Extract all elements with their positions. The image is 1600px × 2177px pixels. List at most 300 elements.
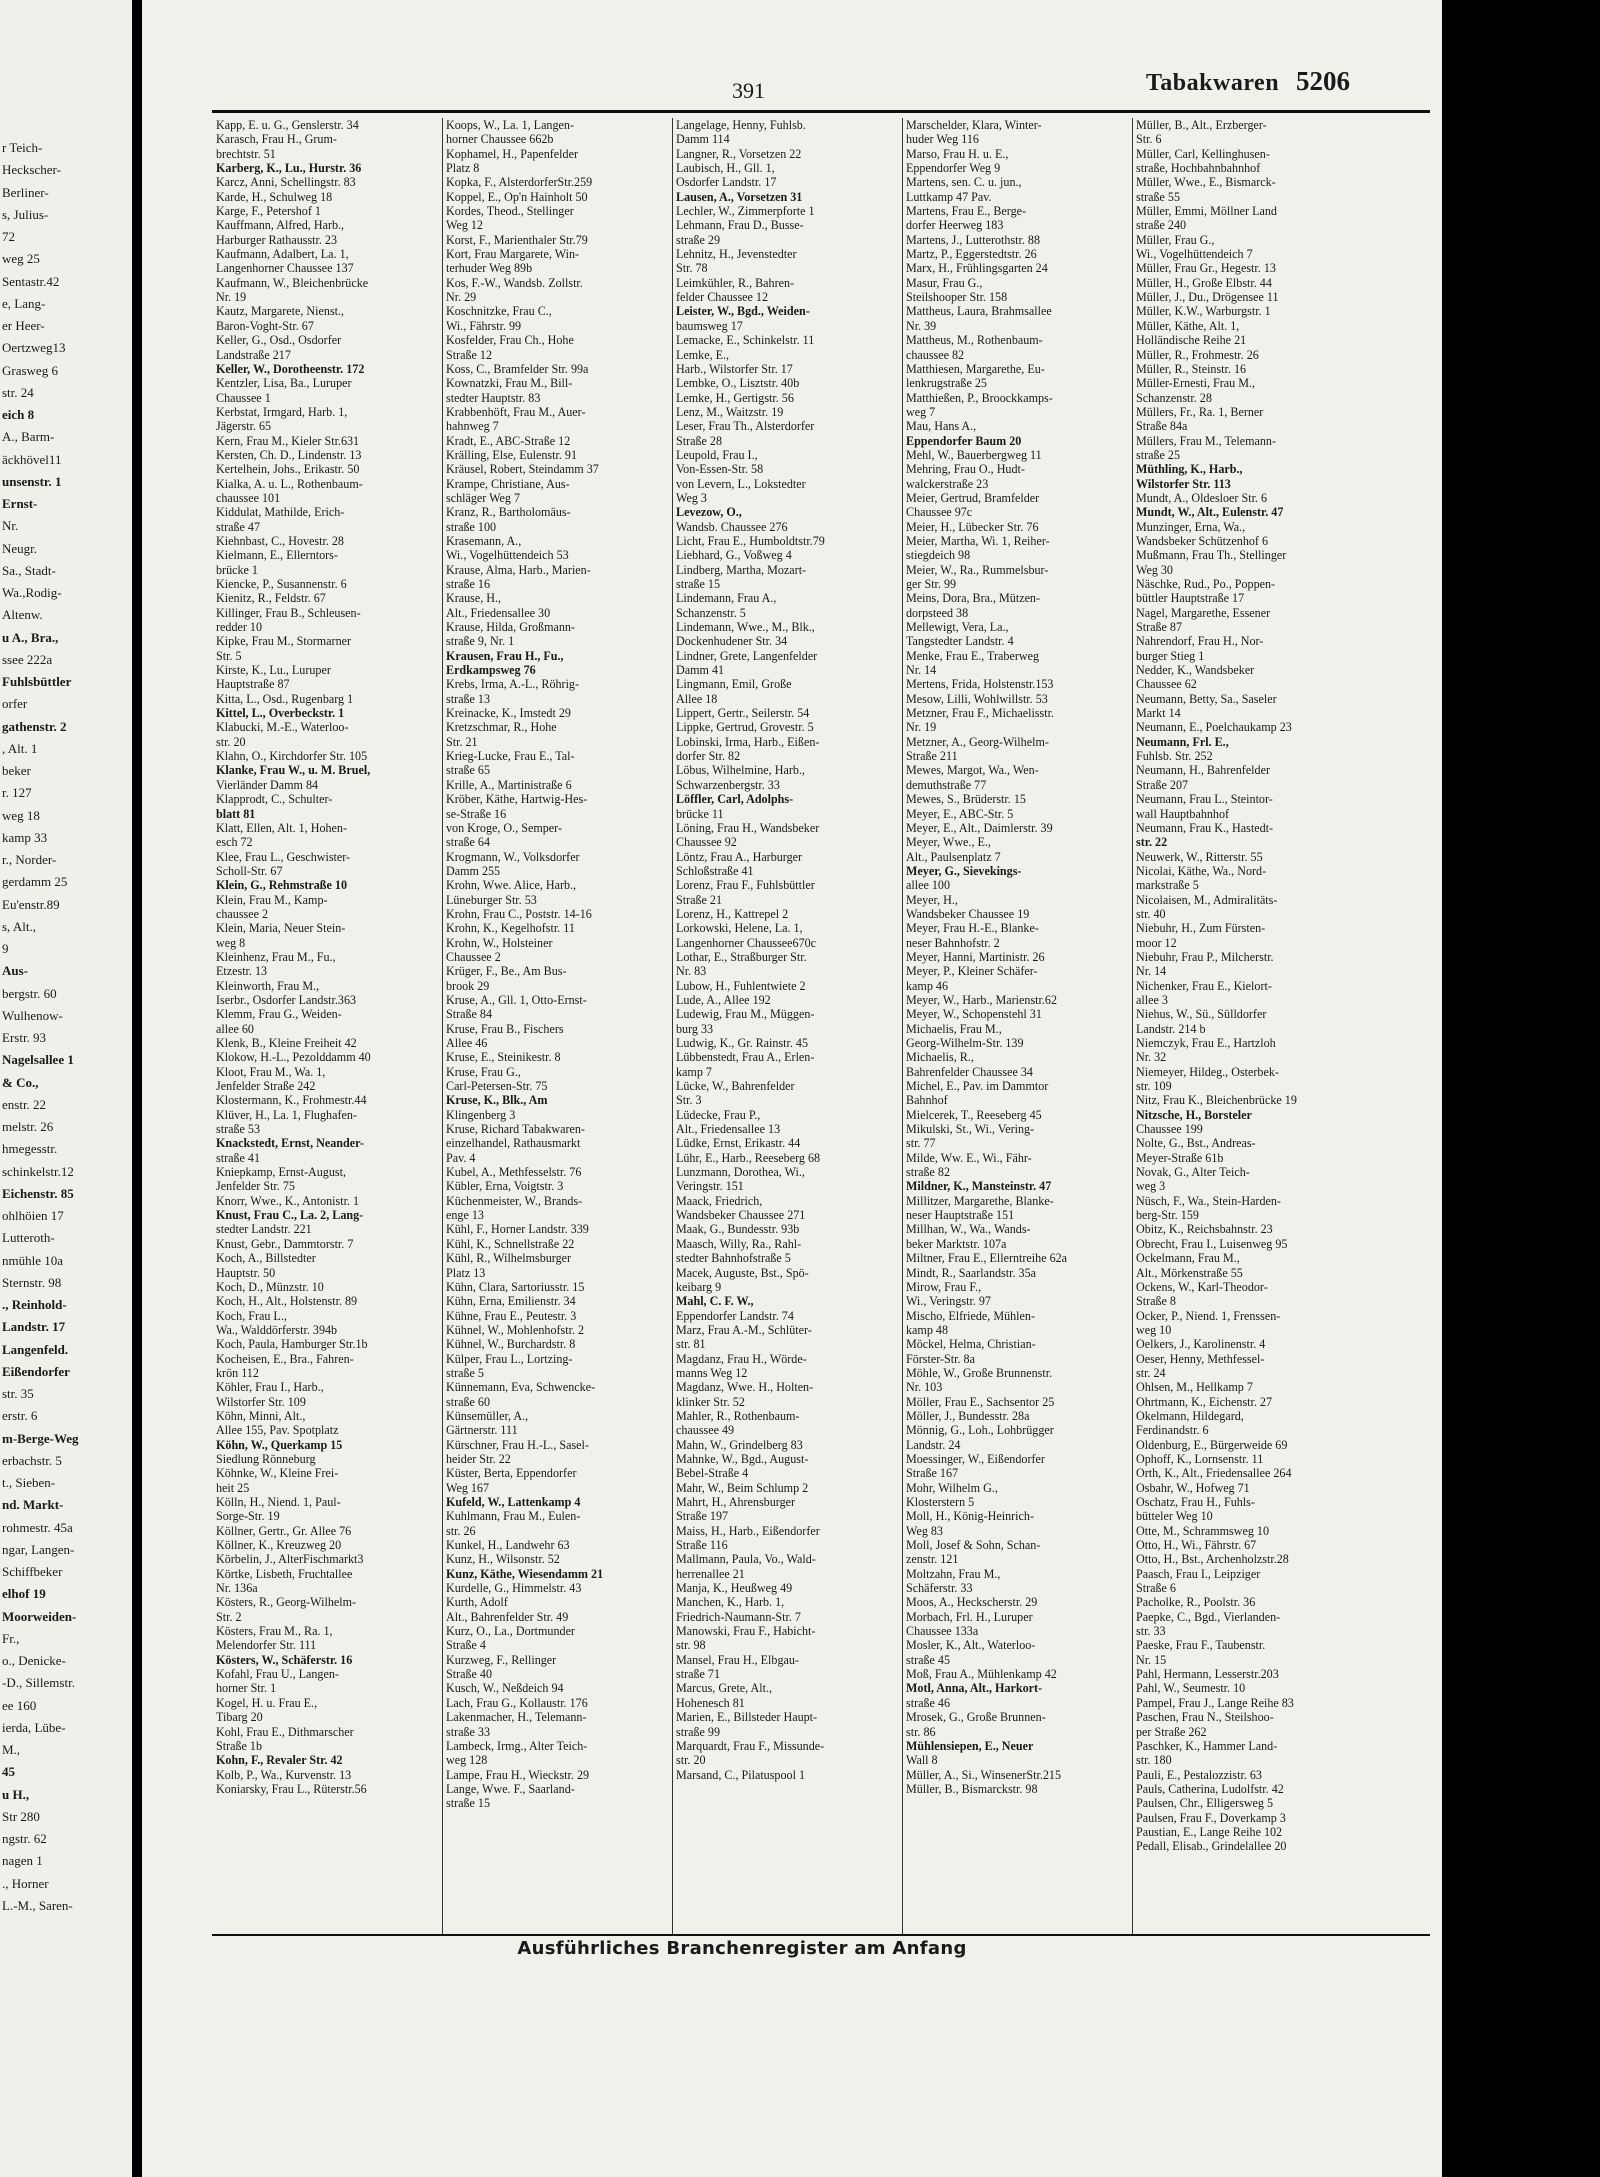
listing-entry: Knackstedt, Ernst, Neander- (216, 1136, 365, 1151)
previous-page-text: ngstr. 62 (2, 1831, 47, 1846)
listing-entry: straße 15 (446, 1796, 490, 1811)
listing-entry: Wi., Vogelhüttendeich 53 (446, 548, 569, 563)
listing-entry: Leister, W., Bgd., Weiden- (676, 304, 810, 319)
previous-page-text: Neugr. (2, 540, 38, 556)
listing-entry: Kosfelder, Frau Ch., Hohe (446, 333, 574, 348)
listing-entry: Pauli, E., Pestalozzistr. 63 (1136, 1767, 1262, 1782)
listing-entry: Krampe, Christiane, Aus- (446, 476, 570, 491)
listing-entry: Meier, H., Lübecker Str. 76 (906, 519, 1039, 534)
listing-entry: Kort, Frau Margarete, Win- (446, 247, 580, 262)
listing-entry: Karcz, Anni, Schellingstr. 83 (216, 175, 356, 190)
previous-page-text: Berliner- (2, 184, 49, 200)
listing-entry: weg 3 (1136, 1179, 1166, 1194)
listing-entry: Nr. 15 (1136, 1652, 1167, 1667)
listing-entry: Carl-Petersen-Str. 75 (446, 1079, 548, 1094)
listing-entry: Keller, W., Dorotheenstr. 172 (216, 361, 365, 376)
listing-entry: Ferdinandstr. 6 (1136, 1423, 1209, 1438)
listing-entry: Neumann, Frau K., Hastedt- (1136, 820, 1274, 835)
listing-entry: Kufeld, W., Lattenkamp 4 (446, 1495, 581, 1509)
listing-entry: Gärtnerstr. 111 (446, 1423, 518, 1438)
listing-entry: Marz, Frau A.-M., Schlüter- (676, 1322, 812, 1337)
listing-entry: Str. 78 (676, 261, 708, 276)
previous-page-text: hmegesstr. (2, 1141, 58, 1157)
listing-entry: Meyer, Hanni, Martinistr. 26 (906, 949, 1045, 964)
listing-entry: Mehl, W., Bauerbergweg 11 (906, 447, 1042, 462)
previous-page-text: Oertzweg13 (2, 340, 66, 356)
listing-entry: Lehnitz, H., Jevenstedter (676, 247, 797, 262)
listing-entry: Külper, Frau L., Lortzing- (446, 1351, 573, 1366)
previous-page-text: M., (2, 1742, 21, 1757)
listing-entry: Müllers, Frau M., Telemann- (1136, 433, 1276, 448)
listing-entry: neser Hauptstraße 151 (906, 1208, 1015, 1223)
listing-entry: straße 65 (446, 763, 490, 778)
listing-entry: Maak, G., Bundesstr. 93b (676, 1222, 800, 1237)
listing-entry: Lunzmann, Dorothea, Wi., (676, 1165, 805, 1180)
footer-note (142, 1938, 1442, 1959)
listing-entry: Hauptstraße 87 (216, 677, 290, 692)
previous-page-text: Sa., Stadt- (2, 562, 56, 578)
listing-entry: Mundt, W., Alt., Eulenstr. 47 (1136, 505, 1284, 520)
listing-entry: Metzner, A., Georg-Wilhelm- (906, 734, 1049, 749)
listing-entry: Nicolaisen, M., Admiralitäts- (1136, 892, 1278, 907)
listing-entry: Killinger, Frau B., Schleusen- (216, 605, 361, 620)
listing-entry: str. 33 (1136, 1624, 1166, 1639)
listing-entry: Möller, J., Bundesstr. 28a (906, 1408, 1030, 1423)
listing-entry: Mesow, Lilli, Wohlwillstr. 53 (906, 691, 1048, 706)
listing-entry: Kipke, Frau M., Stormarner (216, 634, 352, 649)
listing-entry: Meyer, P., Kleiner Schäfer- (906, 964, 1038, 979)
listing-entry: str. 26 (446, 1523, 476, 1538)
listing-entry: Kleinhenz, Frau M., Fu., (216, 949, 336, 964)
listing-entry: Alt., Friedensallee 13 (676, 1122, 781, 1137)
listing-entry: straße 29 (676, 232, 720, 247)
listing-entry: Nicolai, Käthe, Wa., Nord- (1136, 863, 1267, 878)
listing-entry: Straße 116 (676, 1538, 728, 1553)
listing-entry: Straße 197 (676, 1509, 729, 1524)
listing-entry: Mönnig, G., Loh., Lohbrügger (906, 1423, 1054, 1438)
listing-entry: Levezow, O., (676, 505, 742, 520)
listing-entry: Masur, Frau G., (906, 275, 983, 290)
listing-entry: Bebel-Straße 4 (676, 1466, 749, 1481)
listing-entry: Müller, R., Frohmestr. 26 (1136, 347, 1259, 362)
listing-entry: straße 25 (1136, 447, 1180, 462)
listing-entry: Nr. 32 (1136, 1050, 1167, 1065)
listing-entry: Wi., Fährstr. 99 (446, 318, 522, 333)
listing-column-5 (1136, 118, 1362, 1934)
listing-entry: straße 53 (216, 1122, 260, 1137)
listing-entry: Lorkowski, Helene, La. 1, (676, 921, 803, 936)
listing-entry: Chaussee 97c (906, 505, 973, 520)
listing-entry: Koch, D., Münzstr. 10 (216, 1279, 324, 1294)
listing-entry: zenstr. 121 (906, 1552, 959, 1567)
previous-page-text: Eichenstr. 85 (2, 1185, 74, 1201)
listing-entry: Krohn, K., Kegelhofstr. 11 (446, 921, 575, 936)
listing-entry: stedter Landstr. 221 (216, 1222, 312, 1237)
listing-entry: Kunkel, H., Landwehr 63 (446, 1538, 570, 1553)
listing-entry: Niemeyer, Hildeg., Osterbek- (1136, 1064, 1279, 1079)
listing-entry: Mirow, Frau F., (906, 1279, 982, 1294)
listing-entry: Alt., Mörkenstraße 55 (1136, 1265, 1243, 1280)
listing-entry: Iserbr., Osdorfer Landstr.363 (216, 992, 357, 1007)
listing-entry: Kordes, Theod., Stellinger (446, 204, 574, 219)
listing-entry: Nr. 19 (216, 290, 247, 305)
listing-entry: Meyer-Straße 61b (1136, 1150, 1224, 1165)
listing-entry: Millhan, W., Wa., Wands- (906, 1222, 1031, 1237)
listing-entry: Kurth, Adolf (446, 1595, 508, 1610)
listing-entry: Straße 12 (446, 347, 493, 362)
listing-entry: Mahler, R., Rothenbaum- (676, 1408, 800, 1423)
listing-entry: Neumann, Frl. E., (1136, 734, 1229, 749)
listing-entry: Lausen, A., Vorsetzen 31 (676, 189, 803, 204)
listing-entry: Kruse, E., Steinikestr. 8 (446, 1050, 561, 1065)
listing-entry: Kos, F.-W., Wandsb. Zollstr. (446, 275, 583, 290)
listing-entry: Weg 167 (446, 1480, 490, 1495)
listing-entry: Langenhorner Chaussee 137 (216, 261, 354, 276)
previous-page-text: s, Julius- (2, 206, 49, 222)
listing-entry: Lindner, Grete, Langenfelder (676, 648, 818, 663)
listing-entry: Kielmann, E., Ellerntors- (216, 548, 338, 563)
listing-entry: Nr. 83 (676, 964, 707, 979)
previous-page-text: melstr. 26 (2, 1119, 54, 1134)
listing-entry: Chaussee 2 (446, 949, 501, 964)
listing-entry: Kohl, Frau E., Dithmarscher (216, 1724, 354, 1739)
listing-entry: Nüsch, F., Wa., Stein-Harden- (1136, 1193, 1281, 1208)
listing-entry: Lippke, Gertrud, Grovestr. 5 (676, 720, 814, 735)
listing-entry: Möller, Frau E., Sachsentor 25 (906, 1394, 1055, 1409)
listing-entry: Manowski, Frau F., Habicht- (676, 1624, 816, 1639)
listing-entry: Kösters, R., Georg-Wilhelm- (216, 1595, 357, 1610)
listing-entry: Lubow, H., Fuhlentwiete 2 (676, 978, 806, 993)
listing-entry: brücke 1 (216, 562, 258, 577)
listing-entry: Lüdke, Ernst, Erikastr. 44 (676, 1136, 801, 1151)
listing-entry: Mahn, W., Grindelberg 83 (676, 1437, 803, 1452)
listing-entry: str. 20 (216, 734, 246, 749)
listing-entry: Krause, H., (446, 591, 502, 606)
listing-entry: straße 240 (1136, 218, 1187, 233)
listing-entry: Ludewig, Frau M., Müggen- (676, 1007, 815, 1022)
listing-entry: Mellewigt, Vera, La., (906, 620, 1009, 635)
previous-page-text: ngar, Langen- (2, 1541, 75, 1557)
listing-entry: Neumann, Betty, Sa., Saseler (1136, 691, 1277, 706)
listing-entry: Kautz, Margarete, Nienst., (216, 304, 345, 319)
listing-entry: stiegdeich 98 (906, 548, 971, 563)
listing-entry: von Levern, L., Lokstedter (676, 476, 806, 491)
listing-entry: Moos, A., Heckscherstr. 29 (906, 1595, 1038, 1610)
previous-page-text: kamp 33 (2, 829, 48, 845)
listing-entry: Niemczyk, Frau E., Hartzloh (1136, 1036, 1276, 1050)
listing-entry: straße 82 (906, 1165, 950, 1180)
listing-entry: Kürschner, Frau H.-L., Sasel- (446, 1437, 589, 1452)
listing-entry: Kühn, Clara, Sartoriusstr. 15 (446, 1279, 585, 1294)
listing-entry: Neuwerk, W., Ritterstr. 55 (1136, 849, 1263, 864)
listing-entry: Michel, E., Pav. im Dammtor (906, 1079, 1049, 1094)
listing-entry: Köhn, W., Querkamp 15 (216, 1437, 343, 1452)
listing-entry: Lambeck, Irmg., Alter Teich- (446, 1738, 588, 1753)
listing-entry: Koch, Paula, Hamburger Str.1b (216, 1337, 368, 1352)
previous-page-text: Landstr. 17 (2, 1319, 66, 1335)
listing-entry: Koch, A., Billstedter (216, 1251, 316, 1266)
listing-entry: allee 3 (1136, 992, 1168, 1007)
listing-entry: Lach, Frau G., Kollaustr. 176 (446, 1695, 588, 1710)
listing-entry: bütteler Weg 10 (1136, 1509, 1213, 1524)
listing-entry: Meyer, W., Harb., Marienstr.62 (906, 992, 1057, 1007)
listing-entry: Laubisch, H., Gll. 1, (676, 161, 775, 176)
page-number: 391 (732, 78, 765, 103)
listing-entry: Macek, Auguste, Bst., Spö- (676, 1265, 809, 1280)
listing-entry: Krause, Hilda, Großmann- (446, 620, 575, 635)
listing-entry: Mahl, C. F. W., (676, 1294, 754, 1309)
listing-entry: Klee, Frau L., Geschwister- (216, 849, 351, 864)
listing-entry: Straße 4 (446, 1638, 486, 1653)
listing-entry: Magdanz, Wwe. H., Holten- (676, 1380, 814, 1395)
listing-entry: horner Str. 1 (216, 1681, 277, 1696)
listing-entry: Kühnel, W., Mohlenhofstr. 2 (446, 1322, 585, 1337)
listing-entry: Markt 14 (1136, 706, 1181, 721)
listing-entry: Krälling, Else, Eulenstr. 91 (446, 447, 577, 462)
listing-entry: Kranz, R., Bartholomäus- (446, 505, 571, 520)
listing-entry: Niebuhr, H., Zum Fürsten- (1136, 921, 1266, 936)
listing-entry: Magdanz, Frau H., Wörde- (676, 1351, 807, 1366)
header-rule (212, 110, 1430, 113)
listing-entry: Leupold, Frau I., (676, 447, 758, 462)
listing-entry: Str. 2 (216, 1609, 242, 1624)
listing-entry: Meyer, W., Schopenstehl 31 (906, 1007, 1042, 1022)
listing-entry: Löntz, Frau A., Harburger (676, 849, 803, 864)
listing-entry: Löbus, Wilhelmine, Harb., (676, 763, 805, 778)
listing-entry: Hauptstr. 50 (216, 1265, 276, 1280)
listing-entry: Osdorfer Landstr. 17 (676, 175, 777, 190)
listing-entry: weg 8 (216, 935, 246, 950)
listing-entry: Marsand, C., Pilatuspool 1 (676, 1767, 805, 1782)
listing-entry: Kubel, A., Methfesselstr. 76 (446, 1165, 582, 1180)
listing-entry: Kiddulat, Mathilde, Erich- (216, 505, 345, 520)
previous-page-text: unsenstr. 1 (2, 473, 62, 489)
listing-entry: Müller, Frau G., (1136, 232, 1215, 247)
previous-page-text: u A., Bra., (2, 629, 59, 645)
listing-entry: Straße 211 (906, 749, 958, 764)
listing-entry: Lude, A., Allee 192 (676, 992, 771, 1007)
listing-entry: Kräusel, Robert, Steindamm 37 (446, 462, 599, 477)
previous-page-text: ., Reinhold- (2, 1297, 67, 1312)
listing-entry: Meyer, Wwe., E., (906, 835, 991, 850)
listing-entry: Allee 155, Pav. Spotplatz (216, 1423, 339, 1438)
listing-entry: Jenfelder Straße 242 (216, 1079, 316, 1094)
listing-entry: per Straße 262 (1136, 1724, 1207, 1739)
listing-entry: str. 77 (906, 1136, 936, 1151)
listing-entry: Lobinski, Irma, Harb., Eißen- (676, 734, 820, 749)
listing-entry: Obitz, K., Reichsbahnstr. 23 (1136, 1222, 1273, 1237)
previous-page-text: Nagelsallee 1 (2, 1052, 74, 1068)
listing-entry: neser Bahnhofstr. 2 (906, 935, 1000, 950)
listing-entry: Kruse, Frau B., Fischers (446, 1021, 564, 1036)
listing-entry: Chaussee 199 (1136, 1122, 1203, 1137)
listing-entry: Straße 84a (1136, 419, 1188, 434)
listing-entry: Marcus, Grete, Alt., (676, 1681, 773, 1696)
listing-entry: Ludwig, K., Gr. Rainstr. 45 (676, 1036, 809, 1050)
listing-entry: Otto, H., Wi., Fährstr. 67 (1136, 1538, 1257, 1553)
listing-entry: terhuder Weg 89b (446, 261, 533, 276)
listing-entry: Kurz, O., La., Dortmunder (446, 1624, 575, 1639)
listing-entry: Nitz, Frau K., Bleichenbrücke 19 (1136, 1093, 1297, 1108)
listing-entry: Koch, H., Alt., Holstenstr. 89 (216, 1294, 358, 1309)
listing-entry: Kusch, W., Neßdeich 94 (446, 1681, 564, 1696)
listing-entry: Straße 207 (1136, 777, 1189, 792)
listing-entry: Moltzahn, Frau M., (906, 1566, 1001, 1581)
listing-entry: Motl, Anna, Alt., Harkort- (906, 1681, 1043, 1696)
listing-entry: Moessinger, W., Eißendorfer (906, 1451, 1045, 1466)
listing-entry: Kownatzki, Frau M., Bill- (446, 376, 573, 391)
previous-page-text: äckhövel11 (2, 451, 62, 467)
previous-page-text: enstr. 22 (2, 1096, 47, 1112)
listing-entry: Etzestr. 13 (216, 964, 268, 979)
listing-entry: str. 81 (676, 1337, 706, 1352)
listing-entry: Meier, Martha, Wi. 1, Reiher- (906, 533, 1050, 548)
listing-entry: str. 180 (1136, 1753, 1172, 1768)
listing-entry: Allee 18 (676, 691, 718, 706)
listing-entry: Kühl, F., Horner Landstr. 339 (446, 1222, 589, 1237)
listing-entry: Kiehnbast, C., Hovestr. 28 (216, 533, 344, 548)
listing-entry: str. 20 (676, 1753, 706, 1768)
listing-entry: ger Str. 99 (906, 577, 957, 591)
column-divider (672, 118, 673, 1934)
previous-page-text: Altenw. (2, 607, 43, 623)
listing-entry: Krieg-Lucke, Frau E., Tal- (446, 749, 575, 764)
listing-entry: Krille, A., Martinistraße 6 (446, 777, 572, 792)
listing-entry: Kühl, K., Schnellstraße 22 (446, 1236, 575, 1251)
listing-entry: Kühne, Frau E., Peutestr. 3 (446, 1308, 577, 1323)
previous-page-text: 9 (2, 941, 9, 956)
footer-rule (212, 1934, 1430, 1936)
listing-entry: straße 46 (906, 1695, 950, 1710)
listing-entry: Kösters, W., Schäferstr. 16 (216, 1652, 353, 1667)
listing-entry: Kleinworth, Frau M., (216, 978, 320, 993)
previous-page-text: Fr., (2, 1630, 20, 1646)
listing-entry: Platz 13 (446, 1265, 486, 1280)
listing-entry: Klatt, Ellen, Alt. 1, Hohen- (216, 820, 347, 835)
previous-page-text: Fuhlsbüttler (2, 674, 72, 689)
previous-page-text: m-Berge-Weg (2, 1430, 79, 1446)
listing-entry: Schanzenstr. 28 (1136, 390, 1212, 405)
previous-page-text: ierda, Lübe- (2, 1719, 66, 1735)
listing-entry: Kialka, A. u. L., Rothenbaum- (216, 476, 363, 491)
listing-entry: brook 29 (446, 978, 490, 993)
listing-entry: Nedder, K., Wandsbeker (1136, 663, 1255, 678)
listing-entry: Lemacke, E., Schinkelstr. 11 (676, 333, 815, 348)
listing-entry: str. 40 (1136, 906, 1166, 921)
listing-entry: Okelmann, Hildegard, (1136, 1408, 1244, 1423)
previous-page-text: ssee 222a (2, 651, 53, 667)
listing-entry: Meyer, H., (906, 892, 958, 907)
listing-entry: Kern, Frau M., Kieler Str.631 (216, 433, 360, 448)
listing-entry: Luttkamp 47 Pav. (906, 189, 992, 204)
listing-entry: esch 72 (216, 835, 253, 850)
listing-entry: Pauls, Catherina, Ludolfstr. 42 (1136, 1781, 1284, 1796)
listing-entry: Kretzschmar, R., Hohe (446, 720, 557, 735)
listing-entry: Steilshooper Str. 158 (906, 290, 1008, 305)
listing-entry: Klemm, Frau G., Weiden- (216, 1007, 342, 1022)
listing-entry: Moll, H., König-Heinrich- (906, 1509, 1034, 1524)
listing-entry: Lechler, W., Zimmerpforte 1 (676, 204, 815, 219)
previous-page-text: r Teich- (2, 140, 43, 155)
listing-entry: Korst, F., Marienthaler Str.79 (446, 232, 588, 247)
listing-entry: Pacholke, R., Poolstr. 36 (1136, 1595, 1256, 1610)
listing-entry: kamp 48 (906, 1322, 948, 1337)
listing-entry: Müller, Emmi, Möllner Land (1136, 204, 1277, 219)
listing-entry: Klein, Maria, Neuer Stein- (216, 921, 346, 936)
listing-entry: Mußmann, Frau Th., Stellinger (1136, 548, 1287, 563)
listing-entry: Koops, W., La. 1, Langen- (446, 118, 574, 132)
listing-entry: Metzner, Frau F., Michaelisstr. (906, 706, 1055, 721)
listing-entry: blatt 81 (216, 806, 256, 821)
listing-entry: Küster, Berta, Eppendorfer (446, 1466, 577, 1481)
listing-entry: Müller, K.W., Warburgstr. 1 (1136, 304, 1271, 319)
listing-entry: Wall 8 (906, 1753, 938, 1768)
listing-entry: Kuhlmann, Frau M., Eulen- (446, 1509, 581, 1524)
listing-entry: Kophamel, H., Papenfelder (446, 146, 578, 161)
listing-entry: Klanke, Frau W., u. M. Bruel, (216, 763, 371, 778)
listing-entry: Marx, H., Frühlingsgarten 24 (906, 261, 1048, 276)
listing-entry: Müller, J., Du., Drögensee 11 (1136, 290, 1279, 305)
listing-entry: Krohn, W., Holsteiner (446, 935, 553, 950)
listing-entry: Siedlung Rönneburg (216, 1451, 316, 1466)
listing-entry: Kapp, E. u. G., Genslerstr. 34 (216, 118, 359, 132)
listing-entry: Mahrt, H., Ahrensburger (676, 1495, 796, 1509)
listing-entry: Kofahl, Frau U., Langen- (216, 1667, 339, 1682)
listing-entry: Möhle, W., Große Brunnenstr. (906, 1365, 1053, 1380)
listing-entry: hahnweg 7 (446, 419, 499, 434)
listing-entry: Langenhorner Chaussee670c (676, 935, 817, 950)
listing-column-4 (906, 118, 1132, 1934)
listing-entry: Matthießen, P., Broockkamps- (906, 390, 1053, 405)
previous-page-text: Sternstr. 98 (2, 1274, 62, 1290)
listing-entry: Holländische Reihe 21 (1136, 333, 1247, 348)
listing-entry: straße, Hochbahnbahnhof (1136, 161, 1261, 176)
previous-page-text: bergstr. 60 (2, 985, 57, 1001)
listing-entry: Mahnke, W., Bgd., August- (676, 1451, 809, 1466)
listing-entry: Mehring, Frau O., Hudt- (906, 462, 1025, 477)
listing-entry: Martz, P., Eggerstedtstr. 26 (906, 247, 1037, 262)
listing-entry: schläger Weg 7 (446, 490, 521, 505)
listing-entry: straße 55 (1136, 189, 1180, 204)
previous-page-text: schinkelstr.12 (2, 1163, 74, 1179)
listing-entry: Mildner, K., Mansteinstr. 47 (906, 1179, 1052, 1194)
listing-entry: lenkrugstraße 25 (906, 376, 987, 391)
listing-entry: Liebhard, G., Voßweg 4 (676, 548, 792, 563)
listing-entry: Damm 114 (676, 132, 730, 147)
listing-entry: Nr. 14 (906, 663, 937, 678)
listing-entry: Kienitz, R., Feldstr. 67 (216, 591, 326, 606)
listing-entry: Kurdelle, G., Himmelstr. 43 (446, 1581, 582, 1596)
listing-entry: Georg-Wilhelm-Str. 139 (906, 1036, 1024, 1050)
previous-page-text: str. 24 (2, 384, 34, 400)
listing-entry: Landstr. 214 b (1136, 1021, 1206, 1036)
previous-page-text: weg 18 (2, 807, 40, 823)
listing-entry: Tangstedter Landstr. 4 (906, 634, 1014, 649)
listing-entry: Löffler, Carl, Adolphs- (676, 792, 794, 807)
listing-entry: straße 64 (446, 835, 490, 850)
listing-entry: Eppendorfer Baum 20 (906, 433, 1022, 448)
listing-entry: Weg 30 (1136, 562, 1173, 577)
previous-page-text: rohmestr. 45a (2, 1519, 73, 1535)
listing-entry: Müller, B., Bismarckstr. 98 (906, 1781, 1038, 1796)
listing-entry: Martens, Frau E., Berge- (906, 204, 1027, 219)
listing-entry: Lippert, Gertr., Seilerstr. 54 (676, 706, 810, 721)
listing-entry: Hohenesch 81 (676, 1695, 745, 1710)
listing-entry: straße 16 (446, 577, 490, 591)
listing-entry: Pav. 4 (446, 1150, 476, 1165)
listing-entry: straße 5 (446, 1365, 484, 1380)
listing-entry: straße 45 (906, 1652, 950, 1667)
